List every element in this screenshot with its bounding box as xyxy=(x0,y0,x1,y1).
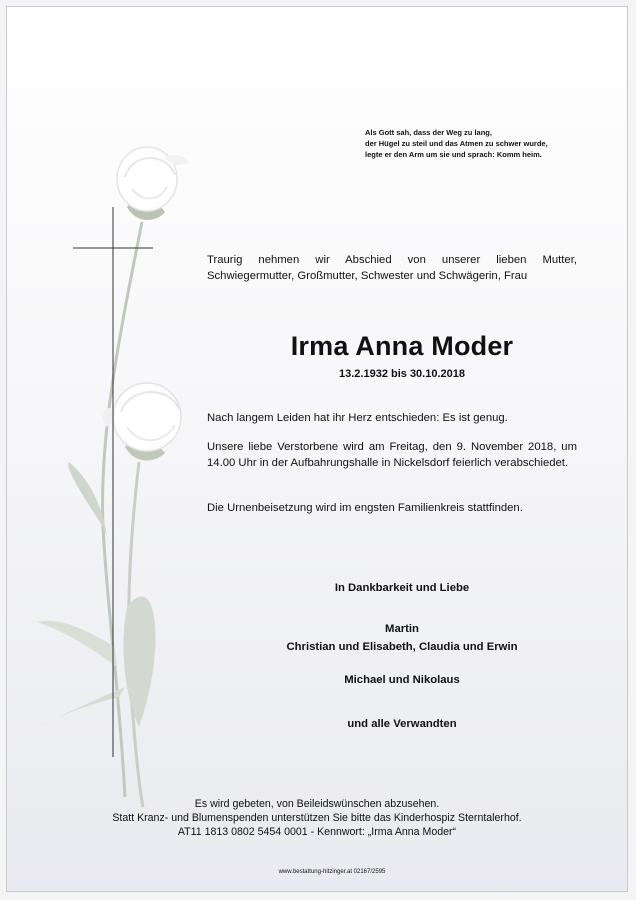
mourner-line: Michael und Nikolaus xyxy=(344,674,460,686)
body-paragraph-3: Die Urnenbeisetzung wird im engsten Familienkreis stattfinden. xyxy=(207,502,523,514)
footer-note xyxy=(67,797,567,839)
rose-bottom-icon xyxy=(103,383,181,461)
body-paragraph-1: Nach langem Leiden hat ihr Herz entschieden: Es ist genug. xyxy=(207,412,508,424)
motto-line: legte er den Arm um sie und sprach: Komm heim. xyxy=(365,150,542,159)
life-dates: 13.2.1932 bis 30.10.2018 xyxy=(339,368,465,380)
deceased-name: Irma Anna Moder xyxy=(290,331,514,361)
mourner-line: Martin xyxy=(385,623,419,635)
footer-line: Es wird gebeten, von Beileidswünschen abzusehen. xyxy=(194,798,440,810)
mourner-line: und alle Verwandten xyxy=(347,718,457,730)
obituary-page xyxy=(6,6,628,892)
body-paragraph-2: Unsere liebe Verstorbene wird am Freitag, den 9. November 2018, um 14.00 Uhr in der Aufbahrungshalle in Nickelsdorf feierlich verabschiedet. xyxy=(207,441,577,469)
mourner-line: Christian und Elisabeth, Claudia und Erwin xyxy=(286,641,518,653)
motto-line: Als Gott sah, dass der Weg zu lang, xyxy=(365,128,492,137)
rose-top-icon xyxy=(117,147,189,220)
motto-line: der Hügel zu steil und das Atmen zu schwer wurde, xyxy=(365,139,548,148)
website-contact: www.bestattung-hitzinger.at 02167/2595 xyxy=(278,869,386,875)
white-rose-illustration xyxy=(7,7,207,891)
motto-verse xyxy=(365,127,605,160)
footer-line: Statt Kranz- und Blumenspenden unterstützen Sie bitte das Kinderhospiz Sterntalerhof. xyxy=(112,812,522,824)
footer-line: AT11 1813 0802 5454 0001 - Kennwort: „Irma Anna Moder“ xyxy=(177,826,457,838)
intro-text: Traurig nehmen wir Abschied von unserer lieben Mutter, Schwiegermutter, Großmutter, Schwester und Schwägerin, Frau xyxy=(207,254,577,282)
mourners-heading: In Dankbarkeit und Liebe xyxy=(334,582,470,594)
